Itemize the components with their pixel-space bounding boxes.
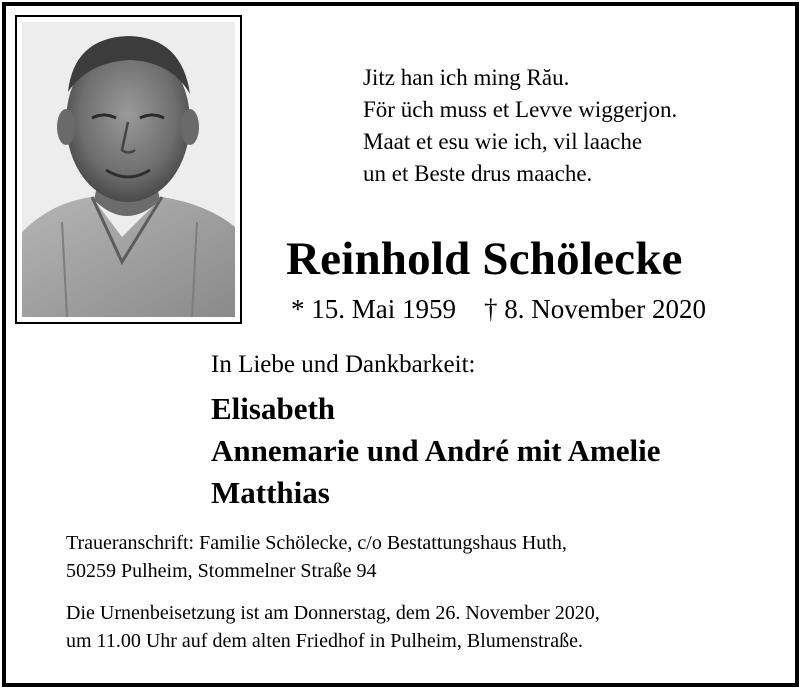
- portrait-photo: [22, 22, 235, 317]
- address-line: Traueranschrift: Familie Schölecke, c/o Bestattungshaus Huth,: [66, 532, 567, 554]
- mourners-list: [211, 388, 661, 514]
- burial-line: Die Urnenbeisetzung ist am Donnerstag, dem 26. November 2020,: [66, 602, 600, 624]
- mourner-name: Annemarie und André mit Amelie: [211, 433, 661, 468]
- birth-date: * 15. Mai 1959: [291, 294, 456, 324]
- poem: [363, 62, 677, 190]
- death-date: † 8. November 2020: [484, 294, 706, 324]
- deceased-name: Reinhold Schölecke: [286, 233, 683, 285]
- portrait-icon: [22, 22, 235, 317]
- mourning-address: [66, 529, 567, 585]
- mourners-intro: In Liebe und Dankbarkeit:: [211, 351, 476, 378]
- poem-line: För üch muss et Levve wiggerjon.: [363, 97, 678, 122]
- poem-line: un et Beste drus maache.: [363, 161, 593, 186]
- obituary-card: [2, 2, 799, 687]
- address-line: 50259 Pulheim, Stommelner Straße 94: [66, 560, 377, 582]
- life-dates: [291, 294, 706, 325]
- burial-line: um 11.00 Uhr auf dem alten Friedhof in Pulheim, Blumenstraße.: [66, 630, 583, 652]
- poem-line: Maat et esu wie ich, vil laache: [363, 129, 643, 154]
- poem-line: Jitz han ich ming Rău.: [363, 65, 570, 90]
- burial-notice: [66, 599, 600, 655]
- mourner-name: Matthias: [211, 475, 330, 510]
- portrait-frame: [15, 15, 242, 324]
- mourner-name: Elisabeth: [211, 391, 336, 426]
